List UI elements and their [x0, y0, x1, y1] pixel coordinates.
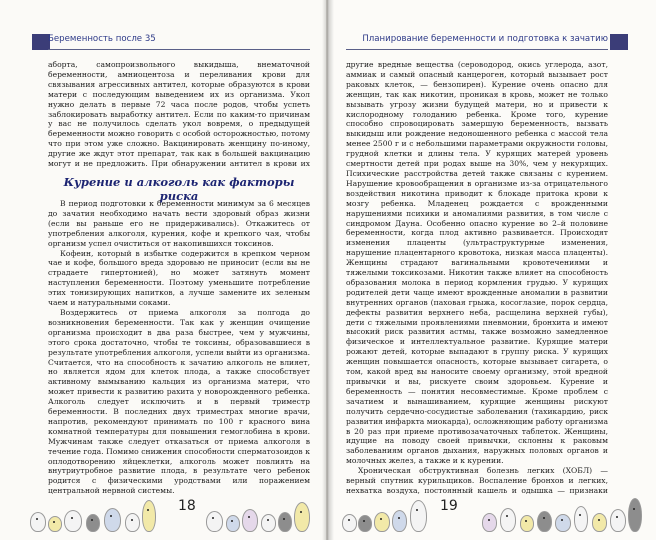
page-number: 18 [178, 498, 196, 514]
bird-icon [482, 513, 497, 532]
bird-icon [206, 511, 223, 532]
bird-icon [142, 500, 156, 532]
bird-icon [30, 512, 46, 532]
bird-icon [500, 508, 516, 532]
bird-icon [261, 514, 276, 532]
section-heading: Курение и алкоголь как факторы риска [63, 175, 295, 203]
book-gutter [322, 0, 334, 540]
bird-icon [374, 512, 390, 532]
paragraph: В период подготовки к беременности минимум за 6 месяцев до зачатия необходимо начать вести здоровый образ жизни (если вы раньше его не придерживались). Откажитесь от употребления алкоголя, курения, кофе и крепкого чая, чтобы организм успел очиститься от накопившихся токсинов. [48, 199, 310, 248]
bird-icon [410, 500, 427, 532]
paragraph: Кофеин, который в избытке содержится в крепком черном чае и кофе, большого вреда здоровью не приносит (если вы не страдаете гипертонией), но может затянуть момент наступления беременности. Поэтому уменьшите потребление этих тонизирующих напитков, а лучше замените их зеленым чаем и натуральными соками. [48, 248, 310, 308]
right-page [328, 0, 656, 540]
bird-icon [278, 512, 292, 532]
body-text-block [346, 60, 608, 497]
top-paragraph-block [48, 60, 310, 168]
bird-icon [86, 514, 100, 532]
bird-illustration [30, 498, 310, 532]
bird-icon [64, 510, 82, 532]
bird-icon [520, 515, 534, 532]
running-head: Беременность после 35 [48, 34, 310, 50]
bird-icon [592, 513, 607, 532]
paragraph: Воздержитесь от приема алкоголя за полгода до возникновения беременности. Так как у женщин очищение организма происходит в два раза быстрее, чем у мужчины, этого срока достаточно, чтобы те токсины, образовавшиеся в результате употребления алкоголя, успели выйти из организма. Считается, что на способность к зачатию алкоголь не влияет, но является ядом для клеток плода, а также способствует активному вымыванию кальция из организма матери, что может привести к развитию рахита у новорожденного ребенка. Алкоголь следует исключить и в первый триместр беременности. В последних двух триместрах многие врачи, напротив, рекомендуют принимать по 100 г красного вина комнатной температуры для повышения гемоглобина в крови. Мужчинам также следует отказаться от приема алкоголя в течение года. Помимо снижения способности сперматозоидов к оплодотворению яйцеклетки, алкоголь может повлиять на внутриутробное развитие плода, в результате чего ребенок родится с физическими уродствами или поражением центральной нервной системы. [48, 307, 310, 496]
bird-icon [294, 502, 310, 532]
bird-icon [537, 511, 552, 532]
paragraph: другие вредные вещества (сероводород, окись углерода, азот, аммиак и самый опасный канцероген, который вызывает рост раковых клеток, — бензопирен). Курение очень опасно для женщин, так как никотин, проникая в кровь, может не только вызывать угрозу жизни будущей матери, но и привести к кислородному голоданию ребенка. Кроме того, курение способно спровоцировать замершую беременность, вызвать выкидыш или рождение недоношенного ребенка с массой тела менее 2500 г и с небольшими параметрами окружности головы, грудной клетки и длины тела. У курящих матерей уровень смертности детей при родах выше на 30%, чем у некурящих. Психические расстройства детей также связаны с курением. Нарушение кровообращения в организме из-за отрицательного воздействия никотина приводит к блокаде притока крови к мозгу ребенка. Младенец рождается с врожденными нарушениями психики и аномалиями развития, в том числе с синдромом Дауна. Особенно опасно курение во 2–й половине беременности, когда плод активно развивается. Происходят изменения плаценты (ультраструктурные изменения, нарушение плацентарного кровотока, низкая масса плаценты). Женщины страдают вагинальными кровотечениями и тяжелыми токсикозами. Никотин также влияет на способность образования молока в период кормления грудью. У курящих родителей дети чаще имеют врожденные аномалии в развитии внутренних органов (паховая грыжа, косоглазие, порок сердца, дефекты развития верхнего неба, расщелина верхней губы), дети с тяжелыми проявлениями пневмонии, бронхита и имеют высокий риск развития астмы, также возможно замедленное физическое и интеллектуальное развитие. Курящие матери рожают детей, которые выпадают в группу риска. У курящих женщин повышается опасность, которые вызывает сигарета, о том, какой вред вы наносите своему организму, этой вредной привычки и вы, рискуете своим здоровьем. Курение и беременность — понятия несовместимые. Кроме проблем с зачатием и вынашиванием, курящие женщины рискуют получить сердечно-сосудистые заболевания (тахикардию, риск развития инфаркта миокарда), осложняющим работу организма в 20 раз при приеме противозачаточных таблеток. Женщины, идущие на поводу своей привычки, склонны к раковым заболеваниям органов дыхания, наружных половых органов и молочных желез, а также и к курении. [346, 60, 608, 466]
bird-icon [125, 513, 140, 532]
bird-icon [226, 515, 240, 532]
bird-icon [342, 514, 357, 532]
bird-icon [358, 515, 372, 532]
bird-icon [574, 506, 588, 532]
body-text-block [48, 199, 310, 497]
bird-icon [628, 498, 642, 532]
bird-icon [242, 509, 258, 532]
bird-icon [555, 514, 571, 532]
bird-icon [610, 509, 626, 532]
bird-illustration [342, 498, 642, 532]
paragraph [48, 496, 310, 497]
bird-icon [104, 508, 121, 532]
page-number: 19 [440, 498, 458, 514]
left-page [0, 0, 326, 540]
bird-icon [48, 516, 62, 532]
section-tab-marker [610, 34, 628, 50]
paragraph: аборта, самопроизвольного выкидыша, внематочной беременности, амниоцентоза и переливания крови для связывания агрессивных антител, которые образуются в крови матери с последующим выведением их из организма. Укол нужно делать в первые 72 часа после родов, чтобы успеть заблокировать выработку антител. Если по каким-то причинам у вас не получилось сделать укол вовремя, о предыдущей беременности можно говорить с особой осторожностью, потому что при этом уже сложно. Вакцинировать женщину по-иному, другие же ждут этот препарат, так как в большей вакцинацию могут и не предложить. При обнаружении антител в крови их [48, 60, 310, 168]
running-head: Планирование беременности и подготовка к зачатию [346, 34, 608, 50]
bird-icon [392, 510, 407, 532]
paragraph: Хроническая обструктивная болезнь легких (ХОБЛ) — верный спутник курильщиков. Воспаление бронхов и легких, нехватка воздуха, постоянный кашель и одышка — признаки [346, 466, 608, 495]
